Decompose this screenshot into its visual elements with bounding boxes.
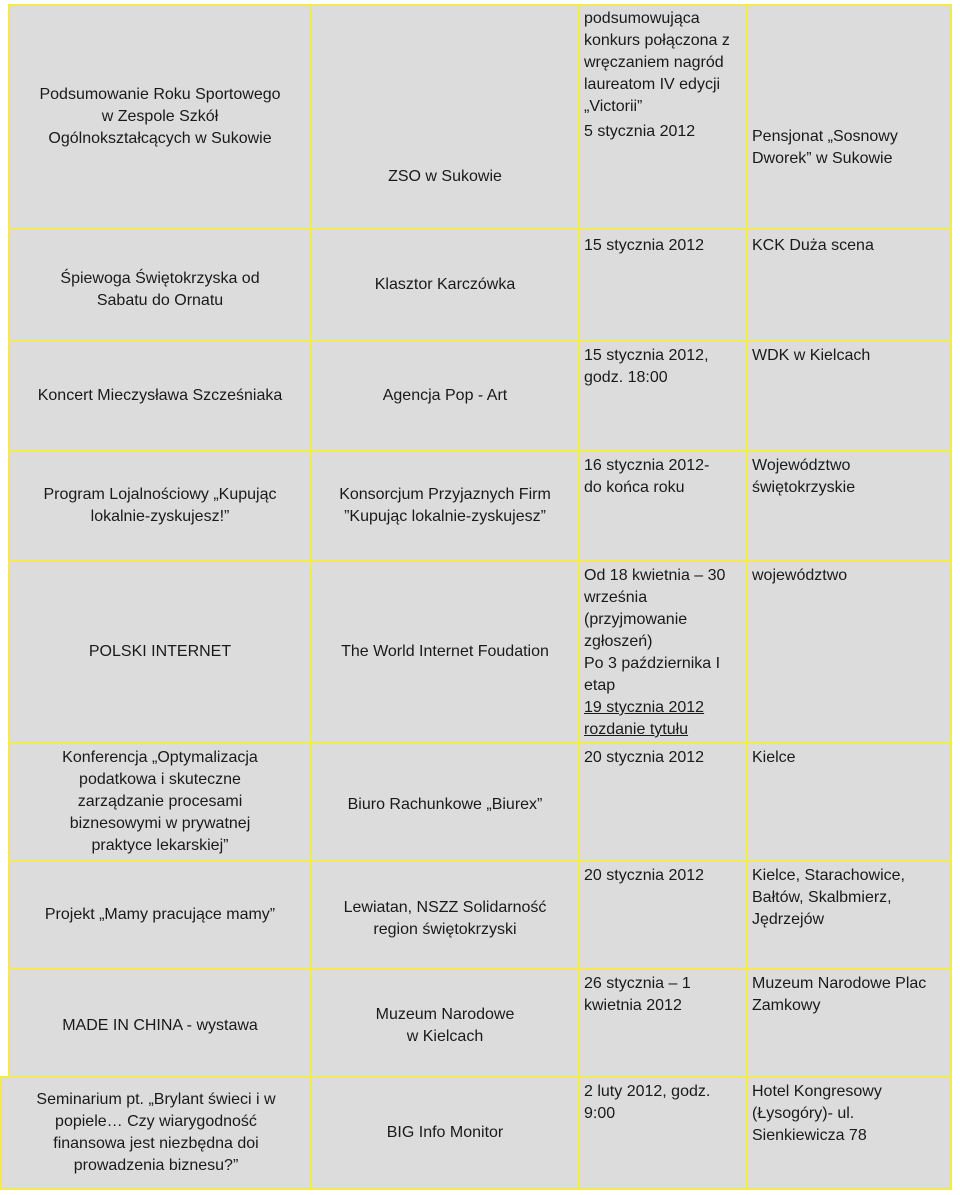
event-name: MADE IN CHINA - wystawa	[62, 1017, 258, 1034]
organizer-cell	[310, 340, 580, 452]
organizer-name: The World Internet Foudation	[341, 643, 549, 660]
organizer-cell	[310, 228, 580, 342]
event-name: Konferencja „Optymalizacja podatkowa i skuteczne zarządzanie procesami biznesowymi w prywatnej praktyce lekarskiej”	[62, 749, 258, 854]
place-cell	[746, 742, 952, 862]
organizer-name: Konsorcjum Przyjaznych Firm ”Kupując lokalnie-zyskujesz”	[339, 486, 551, 525]
date-cell	[578, 560, 748, 744]
place-name: Województwo świętokrzyskie	[752, 457, 856, 496]
date-value: 16 stycznia 2012- do końca roku	[584, 457, 710, 496]
date-cell	[578, 860, 748, 970]
place-cell	[746, 4, 952, 230]
organizer-cell	[310, 1076, 580, 1190]
date-cell	[578, 742, 748, 862]
event-name: Śpiewoga Świętokrzyska od Sabatu do Ornatu	[60, 270, 260, 309]
place-name: Kielce, Starachowice, Bałtów, Skalbmierz, Jędrzejów	[752, 867, 905, 928]
date-value: 5 stycznia 2012	[584, 123, 696, 140]
organizer-cell	[310, 968, 580, 1078]
place-cell	[746, 450, 952, 562]
place-name: KCK Duża scena	[752, 237, 874, 254]
organizer-cell	[310, 742, 580, 862]
event-cell	[8, 450, 312, 562]
organizer-name: Agencja Pop - Art	[382, 387, 508, 404]
event-cell	[8, 4, 312, 230]
event-cell	[8, 340, 312, 452]
event-name: Projekt „Mamy pracujące mamy”	[44, 906, 276, 923]
event-cell	[8, 968, 312, 1078]
event-cell	[8, 860, 312, 970]
place-name: Muzeum Narodowe Plac Zamkowy	[752, 975, 927, 1014]
date-cell	[578, 968, 748, 1078]
organizer-name: Klasztor Karczówka	[374, 276, 516, 293]
organizer-cell	[310, 860, 580, 970]
event-name: Seminarium pt. „Brylant świeci i w popiele… Czy wiarygodność finansowa jest niezbędna doi prowadzenia biznesu?”	[36, 1091, 276, 1174]
organizer-name: BIG Info Monitor	[386, 1124, 504, 1141]
place-name: Pensjonat „Sosnowy Dworek” w Sukowie	[752, 128, 898, 167]
date-cell	[578, 450, 748, 562]
event-name: Podsumowanie Roku Sportowego w Zespole Szkół Ogólnokształcących w Sukowie	[39, 86, 281, 147]
date-value: 26 stycznia – 1 kwietnia 2012	[584, 975, 691, 1014]
date-note: podsumowująca konkurs połączona z wręczaniem nagród laureatom IV edycji „Victorii”	[584, 10, 730, 115]
date-cell	[578, 4, 748, 230]
place-name: Hotel Kongresowy (Łysogóry)- ul. Sienkiewicza 78	[752, 1083, 882, 1144]
organizer-name: ZSO w Sukowie	[388, 168, 502, 185]
place-name: województwo	[752, 567, 848, 584]
place-name: WDK w Kielcach	[752, 347, 871, 364]
date-value: 15 stycznia 2012	[584, 237, 705, 254]
place-cell	[746, 340, 952, 452]
event-name: POLSKI INTERNET	[88, 643, 232, 660]
date-value: 15 stycznia 2012, godz. 18:00	[584, 347, 709, 386]
event-name: Program Lojalnościowy „Kupując lokalnie-zyskujesz!”	[43, 486, 277, 525]
event-name: Koncert Mieczysława Szcześniaka	[37, 387, 283, 404]
date-value: 20 stycznia 2012	[584, 749, 705, 766]
date-value: 2 luty 2012, godz. 9:00	[584, 1083, 711, 1122]
place-name: Kielce	[752, 749, 796, 766]
event-cell	[8, 742, 312, 862]
organizer-cell	[310, 450, 580, 562]
date-value: 20 stycznia 2012	[584, 867, 705, 884]
organizer-cell	[310, 560, 580, 744]
organizer-name: Biuro Rachunkowe „Biurex”	[347, 796, 543, 813]
event-cell	[0, 1076, 312, 1190]
date-award: 19 stycznia 2012 rozdanie tytułu	[584, 699, 705, 738]
place-cell	[746, 1076, 952, 1190]
organizer-cell	[310, 4, 580, 230]
place-cell	[746, 560, 952, 744]
place-cell	[746, 228, 952, 342]
place-cell	[746, 968, 952, 1078]
organizer-name: Muzeum Narodowe w Kielcach	[375, 1006, 515, 1045]
date-cell	[578, 228, 748, 342]
date-cell	[578, 340, 748, 452]
date-cell	[578, 1076, 748, 1190]
event-cell	[8, 228, 312, 342]
organizer-name: Lewiatan, NSZZ Solidarność region świętokrzyski	[343, 899, 547, 938]
event-cell	[8, 560, 312, 744]
date-period: Od 18 kwietnia – 30 września (przyjmowanie zgłoszeń) Po 3 października I etap	[584, 567, 726, 694]
place-cell	[746, 860, 952, 970]
